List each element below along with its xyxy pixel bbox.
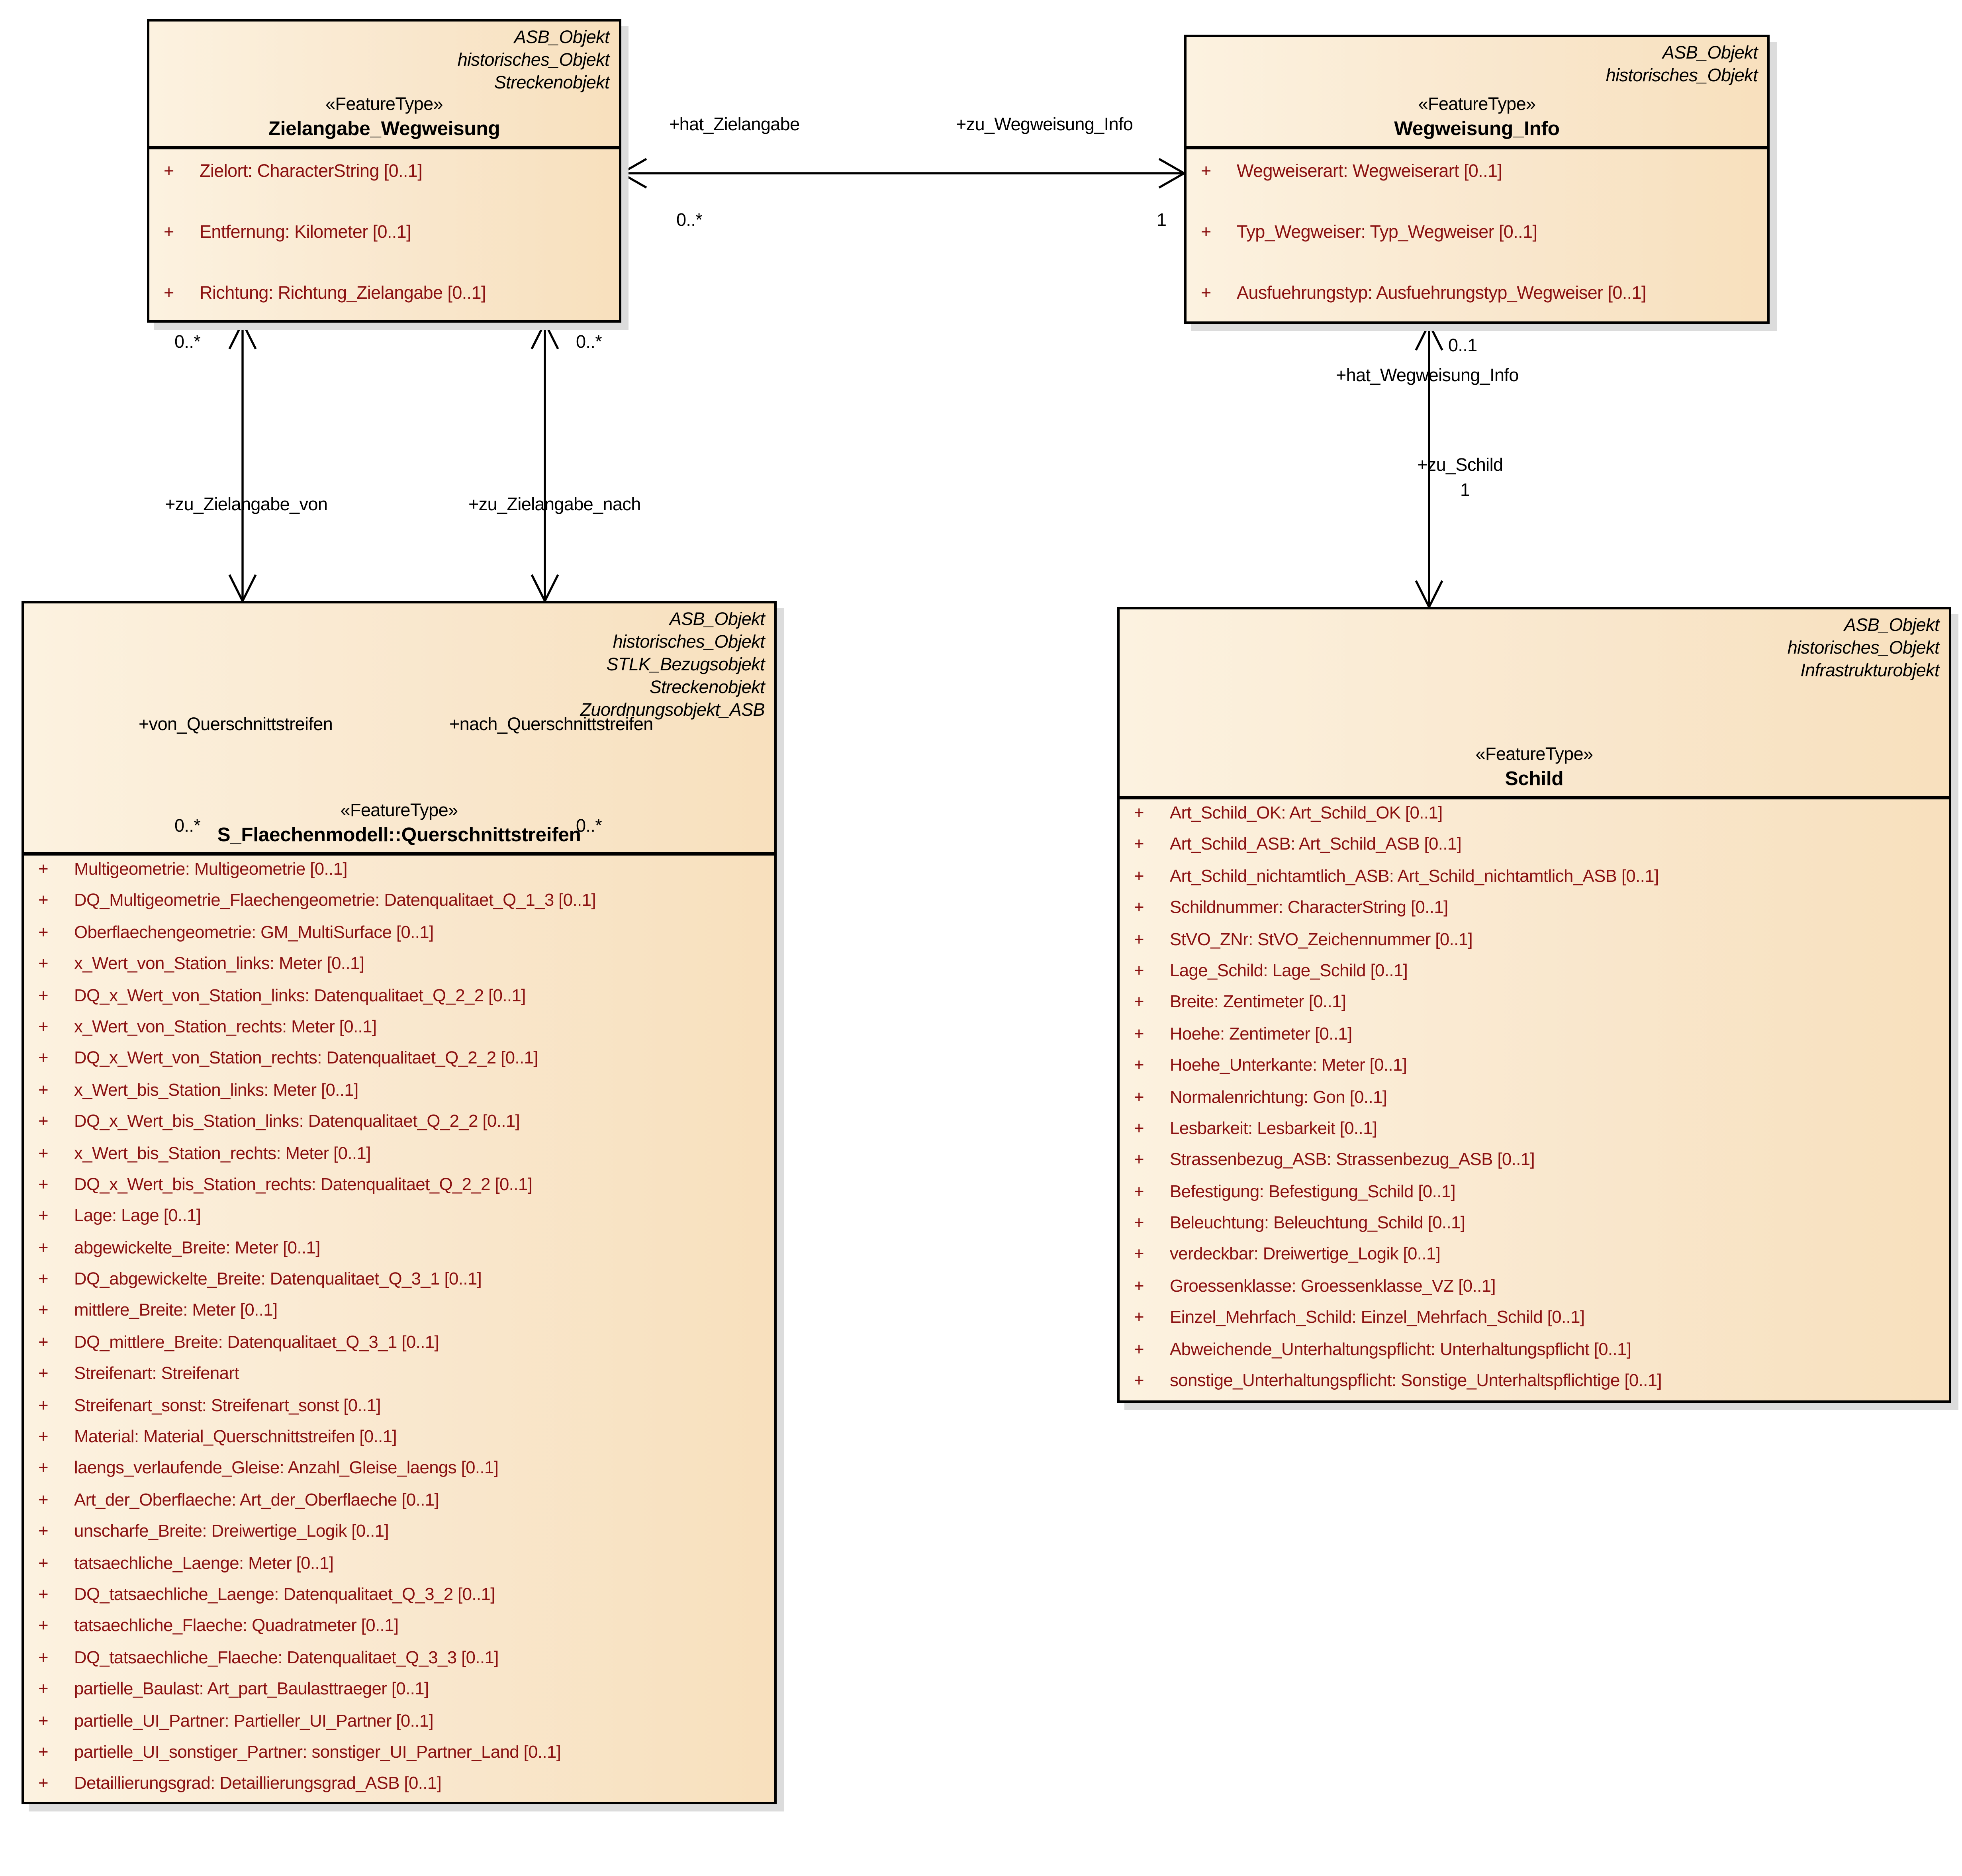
attribute-text: DQ_x_Wert_bis_Station_rechts: Datenqualitaet_Q_2_2 [0..1]	[74, 1175, 533, 1195]
attribute-text: sonstige_Unterhaltungspflicht: Sonstige_Unterhaltspflichtige [0..1]	[1170, 1372, 1662, 1391]
attribute-text: x_Wert_bis_Station_rechts: Meter [0..1]	[74, 1144, 371, 1163]
parent-class-label: STLK_Bezugsobjekt	[606, 655, 765, 675]
association-zielangabe-von-querschnittstreifen	[229, 323, 256, 601]
visibility-marker: +	[1134, 1277, 1144, 1296]
attribute-text: Art_der_Oberflaeche: Art_der_Oberflaeche [0..1]	[74, 1491, 439, 1510]
attribute-row	[1134, 962, 1944, 993]
attribute-row	[38, 1018, 770, 1050]
visibility-marker: +	[1134, 1372, 1144, 1391]
parent-class-label: ASB_Objekt	[669, 609, 765, 630]
attribute-text: Art_Schild_ASB: Art_Schild_ASB [0..1]	[1170, 836, 1462, 855]
assoc-role-label: +zu_Zielangabe_von	[165, 495, 328, 515]
visibility-marker: +	[38, 1081, 48, 1101]
parent-class-label: ASB_Objekt	[1662, 43, 1758, 63]
attribute-row	[38, 1239, 770, 1270]
assoc-role-label: +zu_Schild	[1417, 455, 1503, 476]
visibility-marker: +	[1134, 1308, 1144, 1328]
parent-class-label: ASB_Objekt	[1844, 615, 1939, 636]
attribute-row	[38, 1491, 770, 1522]
visibility-marker: +	[38, 923, 48, 943]
attribute-text: partielle_UI_Partner: Partieller_UI_Partner [0..1]	[74, 1712, 434, 1731]
attribute-row	[38, 1081, 770, 1112]
attribute-row	[38, 987, 770, 1018]
visibility-marker: +	[1134, 1214, 1144, 1234]
visibility-marker: +	[1201, 283, 1211, 304]
attribute-text: Befestigung: Befestigung_Schild [0..1]	[1170, 1183, 1456, 1202]
assoc-multiplicity: 1	[1460, 480, 1470, 501]
attribute-row	[1134, 1372, 1944, 1403]
visibility-marker: +	[38, 1712, 48, 1731]
attribute-row	[38, 1365, 770, 1396]
parent-class-label: Infrastrukturobjekt	[1800, 661, 1939, 681]
attribute-text: tatsaechliche_Laenge: Meter [0..1]	[74, 1554, 334, 1573]
attribute-row	[1134, 1120, 1944, 1151]
visibility-marker: +	[38, 1774, 48, 1794]
assoc-role-label: +nach_Querschnittstreifen	[449, 715, 653, 735]
attribute-text: x_Wert_bis_Station_links: Meter [0..1]	[74, 1081, 358, 1101]
attribute-text: mittlere_Breite: Meter [0..1]	[74, 1302, 278, 1321]
attribute-text: Lage_Schild: Lage_Schild [0..1]	[1170, 961, 1408, 981]
attribute-row	[38, 1302, 770, 1333]
attribute-text: Zielort: CharacterString [0..1]	[200, 161, 423, 182]
attribute-row	[1134, 1340, 1944, 1372]
visibility-marker: +	[1134, 836, 1144, 855]
attribute-text: Art_Schild_OK: Art_Schild_OK [0..1]	[1170, 804, 1443, 823]
visibility-marker: +	[1201, 222, 1211, 243]
attribute-text: Abweichende_Unterhaltungspflicht: Unterhaltungspflicht [0..1]	[1170, 1340, 1631, 1359]
attribute-row	[38, 1112, 770, 1144]
visibility-marker: +	[1134, 804, 1144, 823]
attribute-row	[1201, 215, 1762, 276]
class-name: Wegweisung_Info	[1394, 118, 1560, 140]
attribute-row	[38, 1396, 770, 1428]
attribute-row	[1134, 836, 1944, 867]
visibility-marker: +	[1134, 930, 1144, 950]
visibility-marker: +	[38, 1743, 48, 1762]
visibility-marker: +	[164, 222, 174, 243]
visibility-marker: +	[38, 1585, 48, 1605]
visibility-marker: +	[38, 1144, 48, 1163]
visibility-marker: +	[38, 1270, 48, 1290]
class-header	[1187, 37, 1767, 146]
visibility-marker: +	[1134, 1025, 1144, 1044]
attribute-row	[38, 1176, 770, 1207]
parent-class-label: Streckenobjekt	[649, 678, 765, 698]
attribute-row	[1134, 804, 1944, 836]
visibility-marker: +	[38, 1302, 48, 1321]
attribute-row	[1134, 993, 1944, 1025]
attribute-row	[38, 955, 770, 987]
attribute-text: Breite: Zentimeter [0..1]	[1170, 993, 1346, 1013]
attribute-text: Beleuchtung: Beleuchtung_Schild [0..1]	[1170, 1214, 1465, 1234]
attribute-text: Wegweiserart: Wegweiserart [0..1]	[1237, 161, 1502, 182]
attribute-row	[38, 923, 770, 955]
stereotype-label: «FeatureType»	[1475, 744, 1593, 765]
assoc-role-label: +von_Querschnittstreifen	[139, 715, 333, 735]
visibility-marker: +	[1134, 1245, 1144, 1265]
visibility-marker: +	[38, 1617, 48, 1637]
attribute-text: StVO_ZNr: StVO_Zeichennummer [0..1]	[1170, 930, 1473, 950]
parent-class-label: ASB_Objekt	[514, 27, 609, 48]
attribute-text: Lesbarkeit: Lesbarkeit [0..1]	[1170, 1119, 1377, 1139]
class-name: S_Flaechenmodell::Querschnittstreifen	[217, 824, 581, 846]
attribute-row	[38, 860, 770, 892]
attribute-text: tatsaechliche_Flaeche: Quadratmeter [0..1]	[74, 1617, 399, 1637]
attribute-text: partielle_Baulast: Art_part_Baulasttraeger [0..1]	[74, 1680, 429, 1700]
attribute-text: Streifenart_sonst: Streifenart_sonst [0..1]	[74, 1396, 381, 1416]
attribute-text: Hoehe: Zentimeter [0..1]	[1170, 1025, 1352, 1044]
parent-class-label: Zuordnungsobjekt_ASB	[580, 700, 765, 721]
attribute-row	[38, 1428, 770, 1459]
parent-class-label: Streckenobjekt	[494, 73, 609, 93]
attribute-text: laengs_verlaufende_Gleise: Anzahl_Gleise_laengs [0..1]	[74, 1459, 499, 1479]
visibility-marker: +	[1134, 899, 1144, 918]
attribute-row	[38, 1649, 770, 1680]
attribute-text: x_Wert_von_Station_links: Meter [0..1]	[74, 955, 364, 974]
attribute-text: Strassenbezug_ASB: Strassenbezug_ASB [0..1]	[1170, 1151, 1535, 1170]
attribute-row	[38, 892, 770, 923]
attribute-text: Groessenklasse: Groessenklasse_VZ [0..1]	[1170, 1277, 1496, 1296]
attribute-row	[1134, 1214, 1944, 1245]
visibility-marker: +	[38, 1239, 48, 1258]
assoc-multiplicity: 1	[1157, 210, 1167, 231]
attribute-row	[38, 1586, 770, 1617]
attributes-compartment	[149, 146, 619, 323]
assoc-role-label: +hat_Wegweisung_Info	[1336, 366, 1519, 386]
visibility-marker: +	[38, 860, 48, 879]
visibility-marker: +	[164, 161, 174, 182]
class-header	[149, 22, 619, 146]
attribute-row	[1201, 154, 1762, 215]
assoc-role-label: +hat_Zielangabe	[669, 115, 800, 135]
assoc-role-label: +zu_Zielangabe_nach	[468, 495, 641, 515]
stereotype-label: «FeatureType»	[325, 94, 443, 115]
attribute-row	[164, 276, 614, 323]
association-zielangabe-nach-querschnittstreifen	[532, 323, 558, 601]
attribute-text: Einzel_Mehrfach_Schild: Einzel_Mehrfach_Schild [0..1]	[1170, 1308, 1585, 1328]
attribute-row	[1134, 1309, 1944, 1340]
attribute-text: DQ_mittlere_Breite: Datenqualitaet_Q_3_1 [0..1]	[74, 1333, 439, 1353]
attribute-row	[1134, 930, 1944, 962]
attribute-text: Normalenrichtung: Gon [0..1]	[1170, 1088, 1387, 1107]
parent-class-label: historisches_Objekt	[457, 50, 609, 70]
attribute-row	[38, 1712, 770, 1743]
visibility-marker: +	[38, 1050, 48, 1069]
attribute-text: Multigeometrie: Multigeometrie [0..1]	[74, 860, 347, 879]
attribute-row	[1134, 1025, 1944, 1056]
visibility-marker: +	[38, 1680, 48, 1700]
assoc-multiplicity: 0..1	[1448, 336, 1477, 356]
attribute-row	[38, 1617, 770, 1649]
association-zielangabe-wegweisung-info	[621, 159, 1184, 188]
attribute-row	[1134, 867, 1944, 899]
attribute-row	[38, 1144, 770, 1176]
parent-class-list	[1196, 42, 1758, 87]
attribute-row	[38, 1523, 770, 1554]
attribute-row	[38, 1775, 770, 1804]
attribute-text: Schildnummer: CharacterString [0..1]	[1170, 899, 1448, 918]
visibility-marker: +	[38, 1396, 48, 1416]
attribute-row	[1134, 1088, 1944, 1120]
class-schild	[1117, 607, 1951, 1403]
visibility-marker: +	[38, 1018, 48, 1037]
visibility-marker: +	[38, 1491, 48, 1510]
attribute-row	[38, 1554, 770, 1586]
parent-class-label: historisches_Objekt	[613, 632, 765, 652]
visibility-marker: +	[38, 1649, 48, 1668]
visibility-marker: +	[1134, 1340, 1144, 1359]
parent-class-label: historisches_Objekt	[1787, 638, 1939, 658]
attribute-text: DQ_tatsaechliche_Flaeche: Datenqualitaet_Q_3_3 [0..1]	[74, 1649, 499, 1668]
attributes-compartment	[1120, 796, 1949, 1403]
visibility-marker: +	[38, 1175, 48, 1195]
visibility-marker: +	[38, 1207, 48, 1226]
visibility-marker: +	[38, 1112, 48, 1132]
visibility-marker: +	[38, 1333, 48, 1353]
attribute-row	[38, 1334, 770, 1365]
attribute-row	[38, 1743, 770, 1775]
attributes-compartment	[1187, 146, 1767, 324]
class-name: Schild	[1505, 768, 1564, 790]
attribute-row	[38, 1270, 770, 1302]
attribute-text: Streifenart: Streifenart	[74, 1365, 239, 1384]
attribute-text: Richtung: Richtung_Zielangabe [0..1]	[200, 283, 486, 304]
visibility-marker: +	[38, 955, 48, 974]
attribute-text: verdeckbar: Dreiwertige_Logik [0..1]	[1170, 1245, 1441, 1265]
attribute-row	[1134, 1245, 1944, 1277]
visibility-marker: +	[164, 283, 174, 304]
assoc-multiplicity: 0..*	[174, 816, 201, 836]
attribute-row	[164, 215, 614, 276]
attribute-text: Material: Material_Querschnittstreifen [0..1]	[74, 1428, 397, 1447]
class-header	[1120, 609, 1949, 796]
assoc-multiplicity: 0..*	[576, 816, 602, 836]
parent-class-list	[159, 26, 609, 94]
attribute-text: DQ_tatsaechliche_Laenge: Datenqualitaet_Q_3_2 [0..1]	[74, 1585, 495, 1605]
attribute-text: Detaillierungsgrad: Detaillierungsgrad_ASB [0..1]	[74, 1774, 442, 1794]
class-name: Zielangabe_Wegweisung	[268, 118, 500, 140]
attribute-text: DQ_abgewickelte_Breite: Datenqualitaet_Q_3_1 [0..1]	[74, 1270, 482, 1290]
assoc-multiplicity: 0..*	[174, 332, 201, 352]
attribute-text: Typ_Wegweiser: Typ_Wegweiser [0..1]	[1237, 222, 1537, 243]
visibility-marker: +	[38, 1365, 48, 1384]
stereotype-label: «FeatureType»	[340, 801, 458, 821]
attributes-compartment	[24, 852, 774, 1804]
visibility-marker: +	[38, 1554, 48, 1573]
class-wegweisung-info	[1184, 35, 1770, 324]
attribute-row	[1201, 276, 1762, 324]
attribute-text: partielle_UI_sonstiger_Partner: sonstiger_UI_Partner_Land [0..1]	[74, 1743, 561, 1762]
attribute-row	[164, 154, 614, 215]
assoc-role-label: +zu_Wegweisung_Info	[956, 115, 1133, 135]
attribute-row	[1134, 1151, 1944, 1183]
attribute-row	[1134, 899, 1944, 930]
attribute-text: x_Wert_von_Station_rechts: Meter [0..1]	[74, 1018, 377, 1037]
parent-class-list	[33, 608, 765, 722]
class-header	[24, 603, 774, 852]
attribute-text: Hoehe_Unterkante: Meter [0..1]	[1170, 1056, 1407, 1076]
parent-class-list	[1129, 614, 1939, 682]
attribute-row	[1134, 1183, 1944, 1214]
visibility-marker: +	[38, 986, 48, 1006]
visibility-marker: +	[38, 1428, 48, 1447]
attribute-row	[38, 1207, 770, 1239]
attribute-row	[1134, 1277, 1944, 1309]
attribute-text: abgewickelte_Breite: Meter [0..1]	[74, 1239, 320, 1258]
class-querschnittstreifen	[22, 601, 777, 1804]
attribute-text: Entfernung: Kilometer [0..1]	[200, 222, 411, 243]
visibility-marker: +	[1134, 867, 1144, 887]
attribute-text: Oberflaechengeometrie: GM_MultiSurface [0..1]	[74, 923, 434, 943]
attribute-text: Art_Schild_nichtamtlich_ASB: Art_Schild_nichtamtlich_ASB [0..1]	[1170, 867, 1659, 887]
visibility-marker: +	[38, 1522, 48, 1542]
visibility-marker: +	[1134, 1056, 1144, 1076]
visibility-marker: +	[1134, 993, 1144, 1013]
attribute-text: DQ_x_Wert_von_Station_links: Datenqualitaet_Q_2_2 [0..1]	[74, 986, 526, 1006]
attribute-text: DQ_x_Wert_bis_Station_links: Datenqualitaet_Q_2_2 [0..1]	[74, 1112, 520, 1132]
class-zielangabe-wegweisung	[147, 19, 621, 323]
visibility-marker: +	[1134, 1119, 1144, 1139]
stereotype-label: «FeatureType»	[1418, 94, 1536, 115]
attribute-row	[38, 1050, 770, 1081]
attribute-row	[1134, 1056, 1944, 1088]
visibility-marker: +	[38, 1459, 48, 1479]
visibility-marker: +	[1134, 1151, 1144, 1170]
attribute-text: Lage: Lage [0..1]	[74, 1207, 201, 1226]
parent-class-label: historisches_Objekt	[1606, 66, 1758, 86]
visibility-marker: +	[1134, 1088, 1144, 1107]
attribute-text: DQ_Multigeometrie_Flaechengeometrie: Datenqualitaet_Q_1_3 [0..1]	[74, 892, 596, 911]
visibility-marker: +	[38, 892, 48, 911]
attribute-text: DQ_x_Wert_von_Station_rechts: Datenqualitaet_Q_2_2 [0..1]	[74, 1050, 538, 1069]
attribute-text: unscharfe_Breite: Dreiwertige_Logik [0..1]	[74, 1522, 389, 1542]
assoc-multiplicity: 0..*	[676, 210, 703, 231]
attribute-row	[38, 1680, 770, 1712]
visibility-marker: +	[1201, 161, 1211, 182]
attribute-row	[38, 1459, 770, 1491]
attribute-text: Ausfuehrungstyp: Ausfuehrungstyp_Wegweiser [0..1]	[1237, 283, 1646, 304]
visibility-marker: +	[1134, 961, 1144, 981]
assoc-multiplicity: 0..*	[576, 332, 602, 352]
visibility-marker: +	[1134, 1183, 1144, 1202]
